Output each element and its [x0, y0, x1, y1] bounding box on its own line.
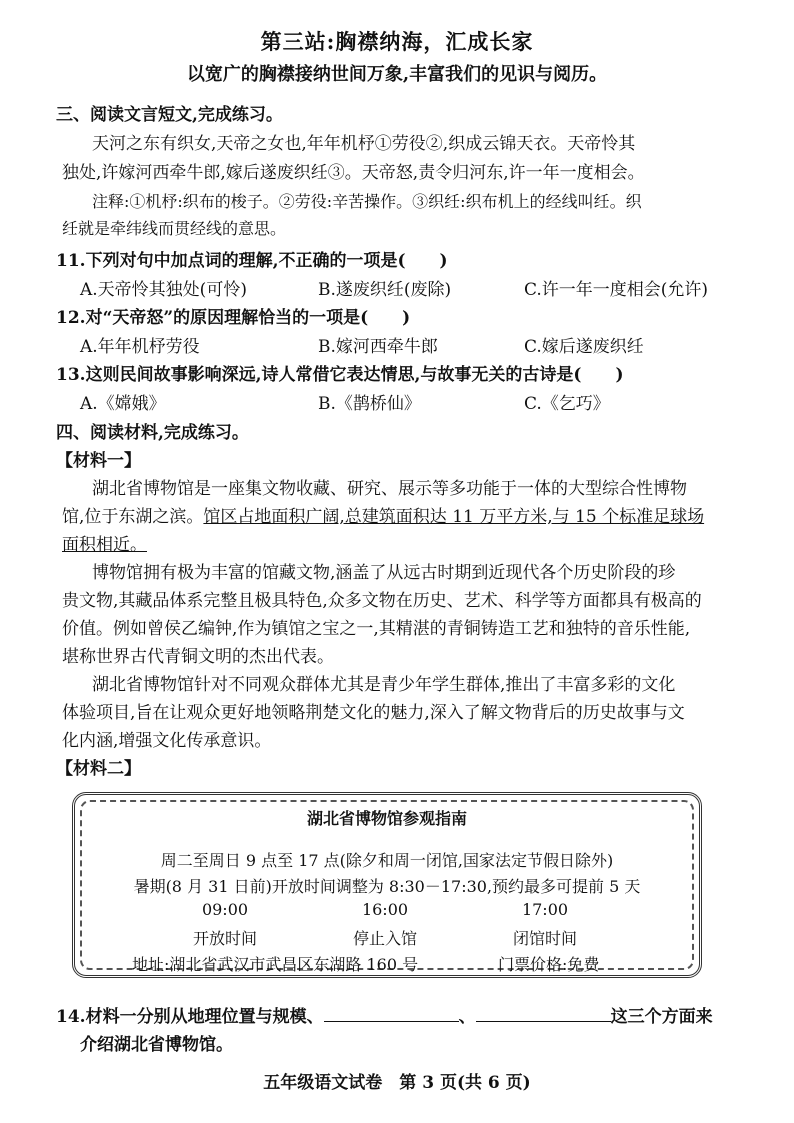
guide-address: 地址:湖北省武汉市武昌区东湖路 160 号	[132, 955, 419, 974]
material1-underlined: 馆区占地面积广阔,总建筑面积达 11 万平方米,与 15 个标准足球场	[203, 507, 705, 527]
question-13: 13.这则民间故事影响深远,诗人常借它表达情思,与故事无关的古诗是( )	[56, 365, 624, 385]
last-entry-label: 停止入馆	[352, 929, 417, 948]
q13-option-b[interactable]: B.《鹊桥仙》	[318, 394, 421, 414]
close-time-label: 闭馆时间	[512, 929, 577, 948]
material1-text: 湖北省博物馆针对不同观众群体尤其是青少年学生群体,推出了丰富多彩的文化	[92, 675, 676, 695]
note-line: 纴就是牵纬线而贯经线的意思。	[62, 219, 287, 238]
q14-answer-blank-2[interactable]	[476, 1005, 611, 1022]
q14-text: 14.材料一分别从地理位置与规模、	[56, 1007, 324, 1027]
q14-answer-blank-1[interactable]	[324, 1005, 459, 1022]
guide-hours: 周二至周日 9 点至 17 点(除夕和周一闭馆,国家法定节假日除外)	[160, 851, 614, 870]
material1-text: 价值。例如曾侯乙编钟,作为镇馆之宝之一,其精湛的青铜铸造工艺和独特的音乐性能,	[62, 619, 691, 639]
guide-title: 湖北省博物馆参观指南	[306, 809, 467, 828]
q13-option-a[interactable]: A.《嫦娥》	[80, 394, 166, 414]
q12-option-b[interactable]: B.嫁河西牵牛郎	[318, 337, 438, 357]
passage-line: 独处,许嫁河西牵牛郎,嫁后遂废织纴③。天帝怒,责令归河东,许一年一度相会。	[62, 163, 645, 183]
q14-text: 这三个方面来	[610, 1007, 713, 1027]
station-title: 第三站:胸襟纳海，汇成长家	[260, 29, 534, 54]
q11-option-a[interactable]: A.天帝怜其独处(可怜)	[80, 280, 247, 300]
material1-text-plain: 馆,位于东湖之滨。	[62, 507, 204, 527]
open-time: 09:00	[201, 900, 249, 919]
section3-heading: 三、阅读文言短文,完成练习。	[56, 105, 283, 125]
page-footer: 五年级语文试卷 第 3 页(共 6 页)	[263, 1073, 531, 1093]
material1-text: 体验项目,旨在让观众更好地领略荆楚文化的魅力,深入了解文物背后的历史故事与文	[62, 703, 685, 723]
section4-heading: 四、阅读材料,完成练习。	[56, 423, 249, 443]
material1-label: 【材料一】	[56, 451, 141, 471]
q12-option-c[interactable]: C.嫁后遂废织纴	[524, 337, 644, 357]
q11-option-b[interactable]: B.遂废织纴(废除)	[318, 280, 452, 300]
last-entry-time: 16:00	[361, 900, 409, 919]
material1-underlined: 面积相近。	[62, 535, 147, 555]
q14-separator: 、	[458, 1007, 476, 1027]
note-line: 注释:①机杼:织布的梭子。②劳役:辛苦操作。③织纴:织布机上的经线叫纴。织	[92, 192, 642, 211]
question-11: 11.下列对句中加点词的理解,不正确的一项是( )	[56, 251, 448, 271]
material1-text: 堪称世界古代青铜文明的杰出代表。	[62, 647, 334, 667]
close-time: 17:00	[521, 900, 569, 919]
material1-text: 博物馆拥有极为丰富的馆藏文物,涵盖了从远古时期到近现代各个历史阶段的珍	[92, 563, 676, 583]
material1-text	[62, 502, 704, 527]
q11-option-c[interactable]: C.许一年一度相会(允许)	[524, 280, 709, 300]
material2-label: 【材料二】	[56, 759, 141, 779]
material1-text: 化内涵,增强文化传承意识。	[62, 731, 272, 751]
question-14-line2: 介绍湖北省博物馆。	[80, 1035, 233, 1055]
q12-option-a[interactable]: A.年年机杼劳役	[80, 337, 200, 357]
passage-line: 天河之东有织女,天帝之女也,年年机杼①劳役②,织成云锦天衣。天帝怜其	[92, 134, 636, 154]
station-subtitle: 以宽广的胸襟接纳世间万象,丰富我们的见识与阅历。	[186, 64, 608, 85]
guide-summer-hours: 暑期(8 月 31 日前)开放时间调整为 8:30－17:30,预约最多可提前 5 天	[133, 877, 641, 896]
question-14	[56, 1002, 713, 1027]
open-time-label: 开放时间	[192, 929, 257, 948]
material1-text: 湖北省博物馆是一座集文物收藏、研究、展示等多功能于一体的大型综合性博物	[92, 479, 687, 499]
question-12: 12.对“天帝怒”的原因理解恰当的一项是( )	[56, 308, 411, 328]
q13-option-c[interactable]: C.《乞巧》	[524, 394, 610, 414]
guide-ticket-price: 门票价格:免费	[498, 955, 600, 974]
material1-text: 贵文物,其藏品体系完整且极具特色,众多文物在历史、艺术、科学等方面都具有极高的	[62, 591, 702, 611]
